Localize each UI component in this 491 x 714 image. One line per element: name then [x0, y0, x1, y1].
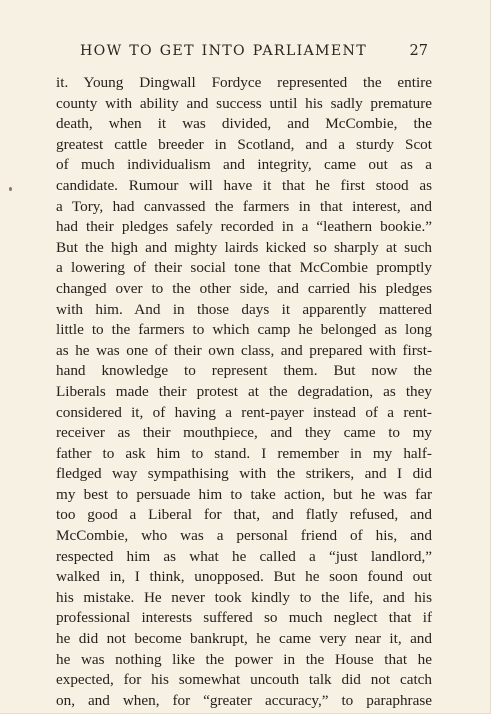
text-line: county with ability and success until his sadly premature [56, 94, 432, 112]
text-line: he did not become bankrupt, he came very near it, and [56, 630, 432, 648]
text-line: respected him as what he called a “just landlord,” [56, 547, 432, 565]
text-line: as he was one of their own class, and prepared with first- [56, 341, 432, 359]
text-line: a lowering of their social tone that McCombie promptly [56, 259, 432, 277]
text-line: with him. And in those days it apparently mattered [56, 300, 432, 318]
text-line: McCombie, who was a personal friend of his, and [56, 527, 432, 545]
text-line: But the high and mighty lairds kicked so sharply at such [56, 238, 432, 256]
text-line: walked in, I think, unopposed. But he soon found out [56, 568, 432, 586]
text-line: hand knowledge to represent them. But now the [56, 362, 432, 380]
body-paragraph [56, 73, 432, 711]
page-header [58, 43, 428, 65]
text-line: considered it, of having a rent-payer instead of a rent- [56, 403, 432, 421]
text-line: had their pledges safely recorded in a “leathern bookie.” [56, 218, 432, 236]
text-line: father to ask him to stand. I remember in my half- [56, 444, 432, 462]
text-line: of much individualism and integrity, came out as a [56, 156, 432, 174]
text-line: changed over to the other side, and carried his pledges [56, 279, 432, 297]
text-line: death, when it was divided, and McCombie, the [56, 115, 432, 133]
text-line: a Tory, had canvassed the farmers in that interest, and [56, 197, 432, 215]
text-line: his mistake. He never took kindly to the life, and his [56, 588, 432, 606]
text-line: expected, for his somewhat uncouth talk did not catch [56, 671, 432, 689]
text-line: little to the farmers to which camp he belonged as long [56, 321, 432, 339]
page-number: 27 [409, 43, 428, 59]
paper-speck [9, 187, 12, 191]
text-line: too good a Liberal for that, and flatly refused, and [56, 506, 432, 524]
text-line: Liberals made their protest at the degradation, as they [56, 382, 432, 400]
text-line: professional interests suffered so much neglect that if [56, 609, 432, 627]
text-line: greatest cattle breeder in Scotland, and a sturdy Scot [56, 135, 432, 153]
text-line: he was nothing like the power in the House that he [56, 650, 432, 668]
text-line: on, and when, for “greater accuracy,” to paraphrase [56, 691, 432, 709]
text-line: it. Young Dingwall Fordyce represented the entire [56, 74, 432, 91]
text-line: my best to persuade him to take action, but he was far [56, 485, 432, 503]
text-line: candidate. Rumour will have it that he first stood as [56, 176, 432, 194]
running-head: HOW TO GET INTO PARLIAMENT [80, 43, 367, 59]
text-line: fledged way sympathising with the strikers, and I did [56, 465, 432, 483]
text-line: receiver as their mouthpiece, and they came to my [56, 424, 432, 442]
